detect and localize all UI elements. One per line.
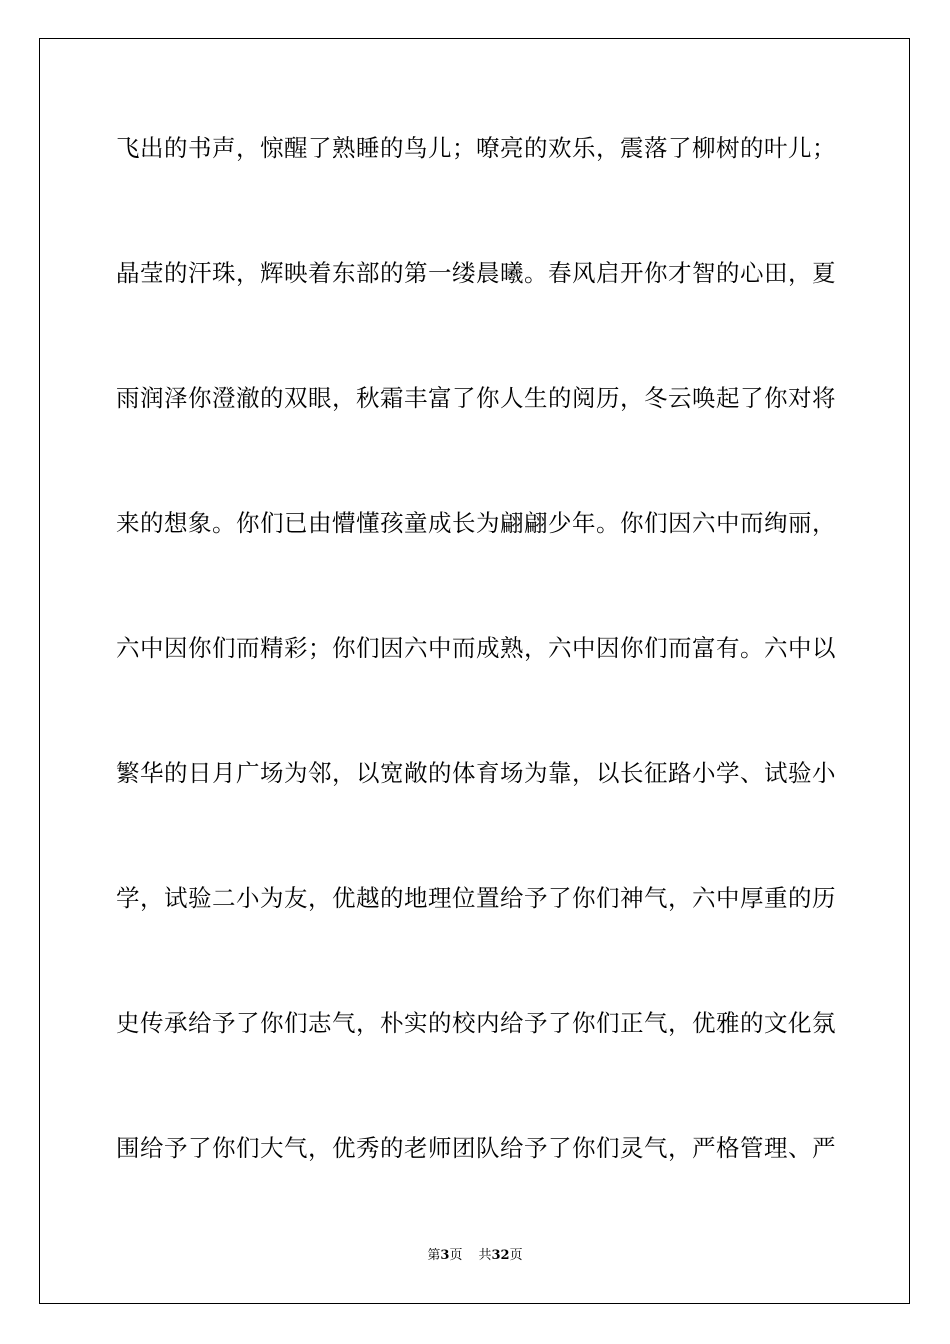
page-prefix: 第 — [427, 1248, 441, 1263]
body-text-line: 繁华的日月广场为邻，以宽敞的体育场为靠，以长征路小学、试验小 — [116, 759, 836, 787]
page-suffix: 页 — [449, 1248, 463, 1263]
body-text-line: 晶莹的汗珠，辉映着东部的第一缕晨曦。春风启开你才智的心田，夏 — [116, 259, 836, 287]
total-prefix: 共 — [478, 1248, 492, 1263]
body-text-line: 六中因你们而精彩；你们因六中而成熟，六中因你们而富有。六中以 — [116, 634, 836, 662]
body-text-line: 史传承给予了你们志气，朴实的校内给予了你们正气，优雅的文化氛 — [116, 1009, 836, 1037]
total-pages: 32 — [491, 1248, 510, 1263]
body-text-line: 学，试验二小为友，优越的地理位置给予了你们神气，六中厚重的历 — [116, 884, 836, 912]
body-text-line: 雨润泽你澄澈的双眼，秋霜丰富了你人生的阅历，冬云唤起了你对将 — [116, 384, 836, 412]
body-text-line: 来的想象。你们已由懵懂孩童成长为翩翩少年。你们因六中而绚丽， — [116, 509, 836, 537]
page-number: 3 — [440, 1248, 450, 1263]
total-suffix: 页 — [509, 1248, 523, 1263]
page-border — [39, 38, 910, 1304]
body-text-line: 飞出的书声，惊醒了熟睡的鸟儿；嘹亮的欢乐，震落了柳树的叶儿； — [116, 134, 836, 162]
body-text-line: 围给予了你们大气，优秀的老师团队给予了你们灵气，严格管理、严 — [116, 1134, 836, 1162]
page-footer — [0, 1247, 950, 1265]
